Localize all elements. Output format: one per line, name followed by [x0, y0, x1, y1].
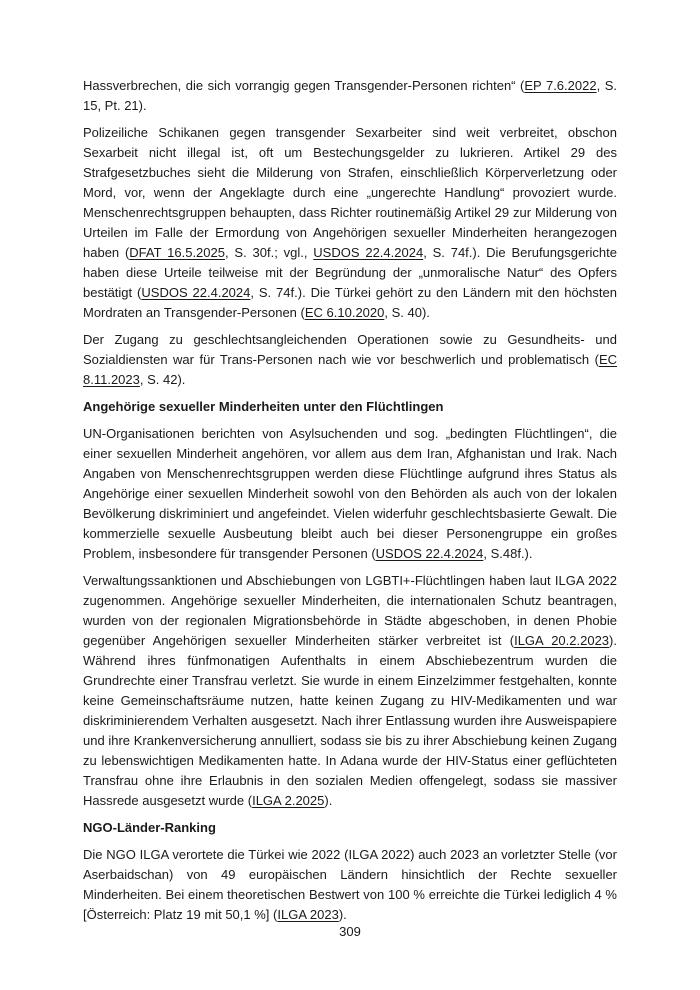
- text-segment: , S. 40).: [384, 305, 430, 320]
- text-segment: , S. 42).: [139, 372, 186, 387]
- citation-link[interactable]: EC 6.10.2020: [304, 305, 385, 320]
- citation-link[interactable]: ILGA 2023: [277, 907, 339, 922]
- paragraph-ngo-ranking: [83, 845, 617, 925]
- text-segment: ).: [338, 907, 347, 922]
- heading-refugees: Angehörige sexueller Minderheiten unter den Flüchtlingen: [83, 399, 444, 414]
- paragraph-police-harassment: [83, 123, 617, 323]
- citation-link[interactable]: USDOS 22.4.2024: [141, 285, 251, 300]
- citation-link[interactable]: USDOS 22.4.2024: [375, 546, 484, 561]
- text-segment: ). Während ihres fünfmonatigen Aufenthalts in einem Abschiebezentrum wurden die Grundrechte einer Transfrau verletzt. Sie wurde in einem Einzelzimmer festgehalten, konnte keine Gemeinschaftsräume nutzen, hatte keinen Zugang zu HIV-Medikamenten und war diskriminierendem Verhalten ausgesetzt. Nach ihrer Entlassung wurden ihre Ausweispapiere und ihre Krankenversicherung annulliert, sodass sie bis zu ihrer Abschiebung keinen Zugang zu lebenswichtigen Medikamenten hatte. In Adana wurde der HIV-Status einer geflüchteten Transfrau ohne ihre Erlaubnis in den sozialen Medien offengelegt, sodass sie massiver Hassrede ausgesetzt wurde (: [83, 633, 617, 808]
- paragraph-refugees-deportation: [83, 571, 617, 811]
- citation-link[interactable]: USDOS 22.4.2024: [313, 245, 424, 260]
- text-segment: , S.48f.).: [483, 546, 533, 561]
- paragraph-health-access: [83, 330, 617, 390]
- text-segment: Polizeiliche Schikanen gegen transgender Sexarbeiter sind weit verbreitet, obschon Sexarbeit nicht illegal ist, oft um Bestechungsgelder zu lukrieren. Artikel 29 des Strafgesetzbuches sieht die Milderung von Strafen, einschließlich Körperverletzung oder Mord, vor, wenn der Angeklagte durch eine „ungerechte Handlung“ provoziert wurde. Menschenrechtsgruppen behaupten, dass Richter routinemäßig Artikel 29 zur Milderung von Urteilen im Falle der Ermordung von Angehörigen sexueller Minderheiten herangezogen haben (: [83, 125, 617, 260]
- heading-ngo-ranking: NGO-Länder-Ranking: [83, 820, 216, 835]
- text-segment: UN-Organisationen berichten von Asylsuchenden und sog. „bedingten Flüchtlingen“, die einer sexuellen Minderheit angehören, vor allem aus dem Iran, Afghanistan und Irak. Nach Angaben von Menschenrechtsgruppen werden diese Flüchtlinge aufgrund ihres Status als Angehörige einer sexuellen Minderheit sowohl von den Behörden als auch von der lokalen Bevölkerung diskriminiert und angefeindet. Vielen widerfuhr geschlechtsbasierte Gewalt. Die kommerzielle sexuelle Ausbeutung bleibt auch bei dieser Personengruppe ein großes Problem, insbesondere für transgender Personen (: [83, 426, 617, 561]
- text-segment: Der Zugang zu geschlechtsangleichenden Operationen sowie zu Gesundheits- und Sozialdiensten war für Trans-Personen nach wie vor beschwerlich und problematisch (: [83, 332, 617, 367]
- text-segment: Verwaltungssanktionen und Abschiebungen von LGBTI+-Flüchtlingen haben laut ILGA 2022 zugenommen. Angehörige sexueller Minderheiten, die internationalen Schutz beantragen, wurden von der regionalen Migrationsbehörde in Städte abgeschoben, in denen Phobie gegenüber Angehörigen sexueller Minderheiten stärker verbreitet ist (: [83, 573, 617, 648]
- text-segment: ).: [324, 793, 333, 808]
- text-segment: , S. 74f.). Die Berufungsgerichte haben diese Urteile teilweise mit der Begründung der „unmoralische Natur“ des Opfers bestätigt (: [83, 245, 617, 300]
- citation-link[interactable]: ILGA 20.2.2023: [514, 633, 610, 648]
- citation-link[interactable]: DFAT 16.5.2025: [129, 245, 225, 260]
- text-segment: , S. 30f.; vgl.,: [224, 245, 314, 260]
- text-segment: Die NGO ILGA verortete die Türkei wie 2022 (ILGA 2022) auch 2023 an vorletzter Stelle (vor Aserbaidschan) von 49 europäischen Ländern hinsichtlich der Rechte sexueller Minderheiten. Bei einem theoretischen Bestwert von 100 % erreichte die Türkei lediglich 4 % [Österreich: Platz 19 mit 50,1 %] (: [83, 847, 617, 922]
- paragraph-refugees-un: [83, 424, 617, 564]
- paragraph-hate-crimes: [83, 76, 617, 116]
- text-segment: , S. 15, Pt. 21).: [83, 78, 617, 113]
- page-number: 309: [339, 924, 361, 939]
- text-segment: , S. 74f.). Die Türkei gehört zu den Ländern mit den höchsten Mordraten an Transgender-Personen (: [83, 285, 617, 320]
- citation-link[interactable]: ILGA 2.2025: [252, 793, 325, 808]
- citation-link[interactable]: EP 7.6.2022: [524, 78, 597, 93]
- citation-link[interactable]: EC 8.11.2023: [83, 352, 617, 387]
- text-segment: Hassverbrechen, die sich vorrangig gegen Transgender-Personen richten“ (: [83, 78, 525, 93]
